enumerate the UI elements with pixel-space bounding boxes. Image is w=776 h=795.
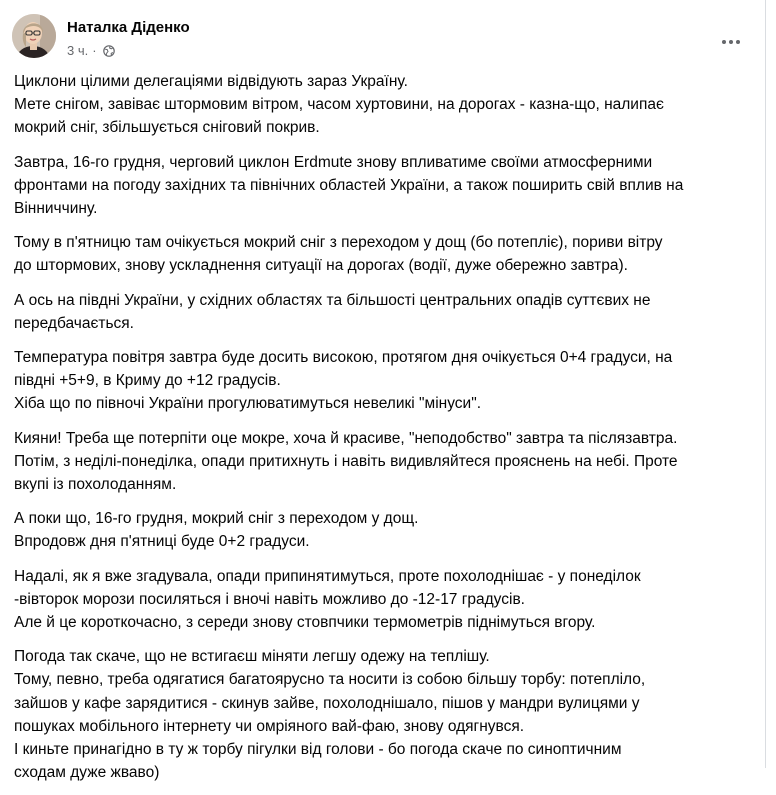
post-paragraph bbox=[14, 70, 744, 140]
post-text bbox=[14, 70, 744, 795]
post-text-line: до штормових, знову ускладнення ситуації на дорогах (водії, дуже обережно завтра). bbox=[14, 257, 628, 275]
post-text-line: вкупі із похолоданням. bbox=[14, 476, 177, 494]
profile-photo bbox=[12, 14, 56, 58]
post-paragraph bbox=[14, 231, 744, 277]
post-text-line: Циклони цілими делегаціями відвідують зараз Україну. bbox=[14, 73, 408, 90]
more-options-button[interactable] bbox=[713, 24, 749, 60]
post-text-line: пошуках мобільного інтернету чи омріяного вай-фаю, знову одягнувся. bbox=[14, 717, 525, 735]
post-paragraph bbox=[14, 507, 744, 553]
meta-separator: · bbox=[92, 43, 97, 58]
author-name[interactable]: Наталка Діденко bbox=[67, 19, 190, 36]
post-text-line: Впродовж дня п'ятниці буде 0+2 градуси. bbox=[14, 533, 310, 551]
more-options-icon bbox=[722, 40, 740, 44]
post-text-line: фронтами на погоду західних та північних областей України, а також поширить свій вплив на bbox=[14, 176, 684, 194]
post-meta bbox=[67, 43, 115, 58]
post-text-line: Вінниччину. bbox=[14, 200, 98, 218]
avatar[interactable] bbox=[12, 14, 56, 58]
post-text-line: Завтра, 16-го грудня, черговий циклон Erdmute знову впливатиме своїми атмосферними bbox=[14, 153, 653, 171]
post-text-line: півдні +5+9, в Криму до +12 градусів. bbox=[14, 372, 281, 390]
post-paragraph bbox=[14, 565, 744, 635]
post-text-line: Але й це короткочасно, з середи знову стовпчики термометрів піднімуться вгору. bbox=[14, 614, 596, 632]
post-text-line: Мете снігом, завіває штормовим вітром, часом хуртовини, на дорогах - казна-що, налипає bbox=[14, 96, 664, 114]
post-paragraph bbox=[14, 346, 744, 416]
post-timestamp[interactable]: 3 ч. bbox=[67, 43, 89, 58]
post-text-line: зайшов у кафе зарядитися - скинув зайве, похолоднішало, пішов у мандри вулицями у bbox=[14, 694, 640, 712]
post-text-line: сходам дуже жваво) bbox=[14, 764, 160, 782]
post-text-line: Тому, певно, треба одягатися багатоярусно та носити із собою більшу торбу: потепліло, bbox=[14, 671, 646, 689]
post-text-line: передбачається. bbox=[14, 314, 134, 332]
post-paragraph bbox=[14, 151, 744, 221]
post-text-line: А ось на півдні України, у східних областях та більшості центральних опадів суттєвих не bbox=[14, 291, 651, 309]
post-text-line: Хіба що по півночі України прогулюватимуться невеликі "мінуси". bbox=[14, 395, 481, 413]
post-text-line: Кияни! Треба ще потерпіти оце мокре, хоча й красиве, "неподобство" завтра та післязавтра. bbox=[14, 429, 678, 447]
globe-icon[interactable] bbox=[103, 45, 115, 57]
post-text-line: Тому в п'ятницю там очікується мокрий сніг з переходом у дощ (бо потепліє), пориви вітру bbox=[14, 234, 663, 252]
post-text-line: -вівторок морози посиляться і вночі навіть можливо до -12-17 градусів. bbox=[14, 590, 525, 608]
post-text-line: А поки що, 16-го грудня, мокрий сніг з переходом у дощ. bbox=[14, 510, 419, 528]
post-paragraph bbox=[14, 427, 744, 497]
post-text-line: мокрий сніг, збільшується сніговий покрив. bbox=[14, 119, 320, 137]
post-text-line: Погода так скаче, що не встигаєш міняти легшу одежу на теплішу. bbox=[14, 648, 490, 666]
post-paragraph bbox=[14, 645, 744, 784]
post-text-line: Потім, з неділі-понеділка, опади притихнуть і навіть видивляйтеся прояснень на небі. Проте bbox=[14, 452, 678, 470]
post-paragraph bbox=[14, 289, 744, 335]
post-text-line: Температура повітря завтра буде досить високою, протягом дня очікується 0+4 градуси, на bbox=[14, 349, 673, 367]
post-header bbox=[12, 14, 749, 66]
post-text-line: Надалі, як я вже згадувала, опади припинятимуться, проте похолоднішає - у понеділок bbox=[14, 567, 641, 585]
post-text-line: І киньте принагідно в ту ж торбу пігулки від голови - бо погода скаче по синоптичним bbox=[14, 741, 622, 759]
